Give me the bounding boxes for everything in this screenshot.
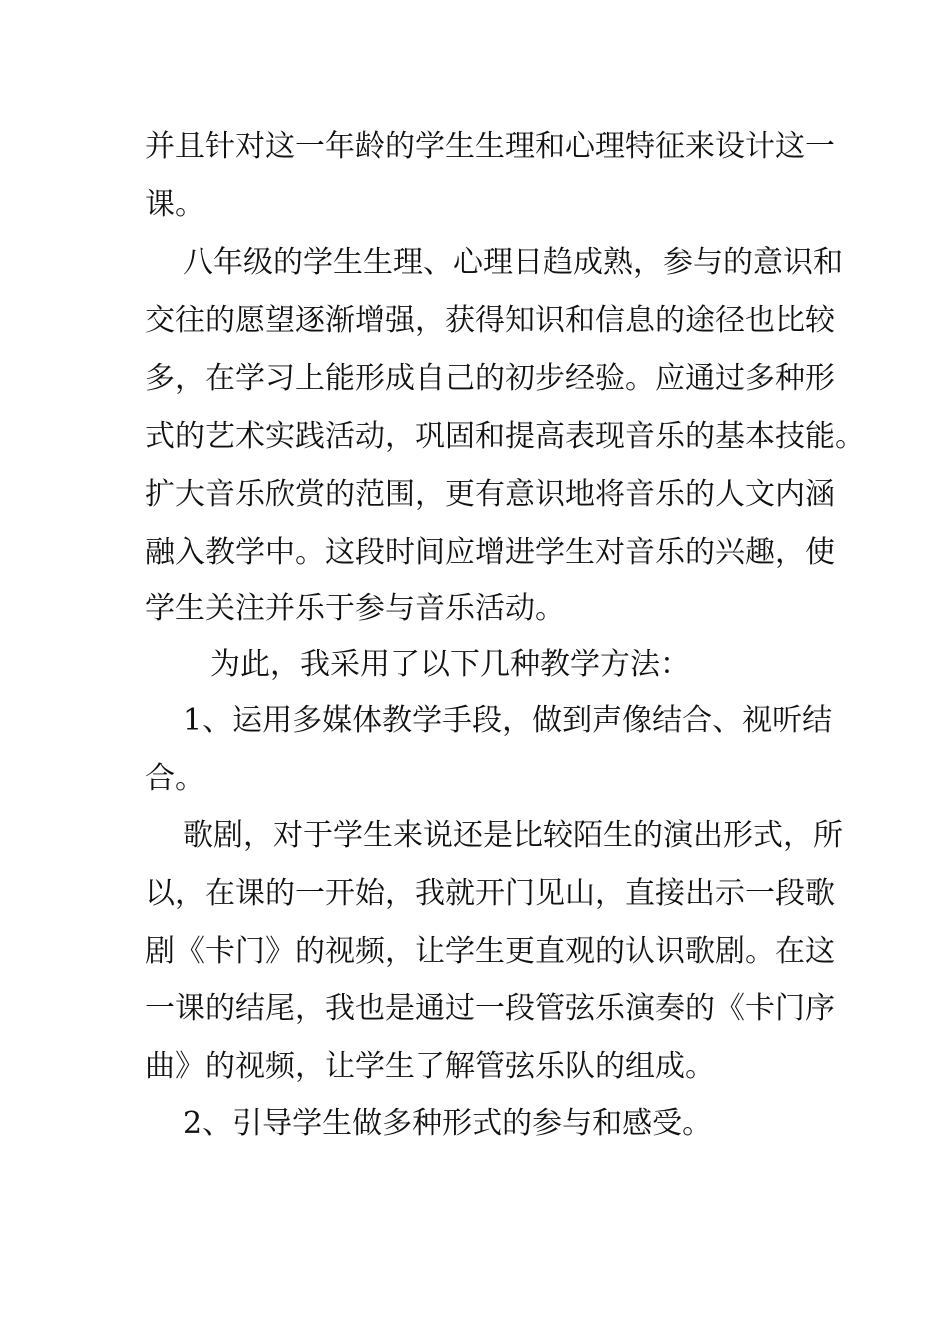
list-item-heading: 1、运用多媒体教学手段，做到声像结合、视听结 xyxy=(183,703,833,738)
paragraph-start-line: 为此，我采用了以下几种教学方法： xyxy=(210,647,690,682)
text-line: 以，在课的一开始，我就开门见山，直接出示一段歌 xyxy=(145,876,835,911)
text-line: 式的艺术实践活动，巩固和提高表现音乐的基本技能。 xyxy=(145,419,865,454)
list-item-heading: 2、引导学生做多种形式的参与和感受。 xyxy=(183,1106,713,1141)
text-line: 融入教学中。这段时间应增进学生对音乐的兴趣，使 xyxy=(145,535,835,570)
text-line: 多，在学习上能形成自己的初步经验。应通过多种形 xyxy=(145,361,835,396)
text-line: 曲》的视频，让学生了解管弦乐队的组成。 xyxy=(145,1049,715,1084)
text-line: 一课的结尾，我也是通过一段管弦乐演奏的《卡门序 xyxy=(145,991,835,1026)
text-line: 剧《卡门》的视频，让学生更直观的认识歌剧。在这 xyxy=(145,934,835,969)
text-line: 学生关注并乐于参与音乐活动。 xyxy=(145,591,565,626)
paragraph-start-line: 歌剧，对于学生来说还是比较陌生的演出形式，所 xyxy=(183,818,843,853)
text-line: 合。 xyxy=(145,761,205,796)
text-line: 扩大音乐欣赏的范围，更有意识地将音乐的人文内涵 xyxy=(145,477,835,512)
paragraph-start-line: 八年级的学生生理、心理日趋成熟，参与的意识和 xyxy=(183,245,843,280)
text-line: 课。 xyxy=(145,187,205,222)
text-line: 并且针对这一年龄的学生生理和心理特征来设计这一 xyxy=(145,129,835,164)
text-line: 交往的愿望逐渐增强，获得知识和信息的途径也比较 xyxy=(145,303,835,338)
